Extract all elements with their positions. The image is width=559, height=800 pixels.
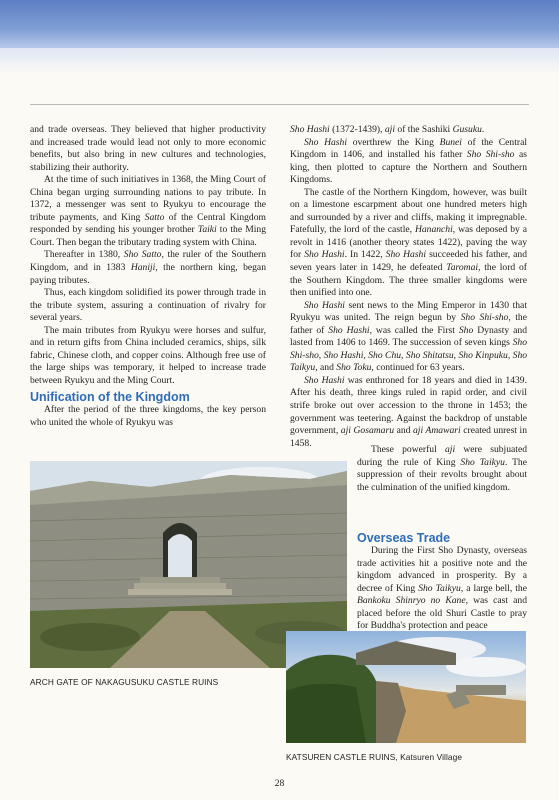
italic-term: Sho Shi-sho xyxy=(290,337,527,361)
left-paragraph-3: Thereafter in 1380, Sho Satto, the ruler of the Southern Kingdom, and in 1383 Haniji, the northern king, began paying tributes. xyxy=(30,249,266,286)
italic-term: Sho Hashi xyxy=(304,249,345,261)
italic-term: Bankoku Shinryo no Kane xyxy=(357,595,466,607)
italic-term: Sho Hashi xyxy=(328,324,370,336)
right-paragraph-5: Sho Hashi was enthroned for 18 years and died in 1439. After his death, three kings ruled in rapid order, and civil strife broke out over accession to the throne in 1453; the government was teetering. Against the backdrop of unstable government, aji Gosamaru and aji Amawari created unrest in 1458. xyxy=(290,374,527,449)
header-band-fade xyxy=(0,48,559,74)
page-number: 28 xyxy=(274,778,285,789)
italic-term: aji Amawari xyxy=(413,425,461,437)
italic-term: Sho Hashi xyxy=(304,374,345,386)
italic-term: Sho Hashi xyxy=(304,299,345,311)
italic-term: Sho Hashi xyxy=(304,136,348,148)
italic-term: Sho Shitatsu xyxy=(405,349,454,361)
italic-term: Sho Satto xyxy=(123,249,162,261)
right-paragraph-2: Sho Hashi overthrew the King Bunei of the Central Kingdom in 1406, and installed his father Sho Shi-sho as king, then plotted to capture the Northern and Southern Kingdoms. xyxy=(290,136,527,186)
italic-term: Sho Shi-sho xyxy=(460,312,509,324)
caption-photo-2: KATSUREN CASTLE RUINS, Katsuren Village xyxy=(286,752,463,762)
italic-term: aji xyxy=(384,124,396,135)
italic-term: Sho Taikyu xyxy=(418,582,461,594)
italic-term: Sho Hashi xyxy=(385,249,427,261)
right-paragraph-3: The castle of the Northern Kingdom, however, was built on a limestone escarpment about one hundred meters high and surrounded by a river and cliffs, making it impregnable. Fatefully, the lord of the castle, Hananchi, was deposed by a revolt in 1416 (another theory states 1422), paving the way for Sho Hashi. In 1422, Sho Hashi succeeded his father, and seven years later in 1429, he defeated Taromai, the lord of the Southern Kingdom. The three smaller kingdoms were then unified into one. xyxy=(290,186,528,299)
right-paragraph-6: These powerful aji were subjuated during the rule of King Sho Taikyu. The suppression of their revolts brought about the culmination of the unified kingdom. xyxy=(357,444,527,493)
left-paragraph-2: At the time of such initiatives in 1368, the Ming Court of China began urging surrounding nations to pay tribute. In 1372, a messenger was sent to Ryukyu to encourage the tribute payments, and King Satto of the Central Kingdom responded by sending his younger brother Taiki to the Ming Court. Then began the tributary trading system with China. xyxy=(30,174,266,248)
italic-term: Taiki xyxy=(197,224,217,236)
italic-term: Sho Shi-sho xyxy=(466,149,515,161)
left-column xyxy=(30,124,266,430)
italic-term: Haniji xyxy=(130,262,156,274)
header-rule xyxy=(30,104,529,105)
italic-term: Sho Toku xyxy=(336,362,372,374)
italic-term: Satto xyxy=(144,211,165,223)
caption-photo-1: ARCH GATE OF NAKAGUSUKU CASTLE RUINS xyxy=(30,677,219,687)
right-narrow-column xyxy=(357,444,527,494)
italic-term: Sho Taikyu xyxy=(290,349,528,374)
italic-term: Sho Taikyu xyxy=(460,456,505,468)
italic-term: Hananchi xyxy=(414,224,453,236)
right-narrow-column-2 xyxy=(357,528,527,633)
italic-term: Sho Kinpuku xyxy=(458,349,508,361)
italic-term: Sho Chu xyxy=(368,349,402,361)
left-paragraph-4: Thus, each kingdom solidified its power through trade in the tribute system, assuring a continuation of rivalry for several years. xyxy=(30,287,266,324)
section-heading-overseas-trade: Overseas Trade xyxy=(357,531,451,545)
right-column xyxy=(290,124,527,450)
italic-term: Gusuku xyxy=(452,124,482,135)
header-band xyxy=(0,0,559,48)
left-paragraph-6: After the period of the three kingdoms, the key person who united the whole of Ryukyu was xyxy=(30,404,266,429)
left-paragraph-1: and trade overseas. They believed that higher productivity and increased trade would lead not only to more economic benefits, but also bring in new cultures and technologies, stabilizing their authority. xyxy=(30,124,266,173)
right-paragraph-1: Sho Hashi (1372-1439), aji of the Sashiki Gusuku. xyxy=(290,124,485,135)
photo-katsuren-illustration xyxy=(286,631,526,743)
italic-term: Sho xyxy=(458,324,474,336)
italic-term: Sho Hashi xyxy=(323,349,364,361)
section-heading-unification: Unification of the Kingdom xyxy=(30,390,190,405)
italic-term: aji xyxy=(445,444,456,455)
left-paragraph-5: The main tributes from Ryukyu were horses and sulfur, and in return gifts from China included ceramics, ships, silk fabric, Chinese cloth, and copper coins. Although free use of the large ships was temporary, it helped to increase trade between Ryukyu and the Ming Court. xyxy=(30,324,266,386)
italic-term: Taromai xyxy=(446,262,479,274)
italic-term: Sho Hashi xyxy=(290,124,330,135)
italic-term: aji Gosamaru xyxy=(340,425,395,437)
right-paragraph-7: During the First Sho Dynasty, overseas trade activities hit a positive note and the kingdom advanced in prosperity. By a decree of King Sho Taikyu, a large bell, the Bankoku Shinryo no Kane, was cast and placed before the old Shuri Castle to pray for Buddha's protection and peace xyxy=(357,545,528,632)
italic-term: Bunei xyxy=(439,136,462,148)
right-paragraph-4: Sho Hashi sent news to the Ming Emperor in 1430 that Ryukyu was united. The reign begun by Sho Shi-sho, the father of Sho Hashi, was called the First Sho Dynasty and lasted from 1406 to 1469. The succession of seven kings Sho Shi-sho, Sho Hashi, Sho Chu, Sho Shitatsu, Sho Kinpuku, Sho Taikyu, and Sho Toku, continued for 63 years. xyxy=(290,299,528,374)
photo-katsuren-castle-ruins xyxy=(286,631,526,743)
